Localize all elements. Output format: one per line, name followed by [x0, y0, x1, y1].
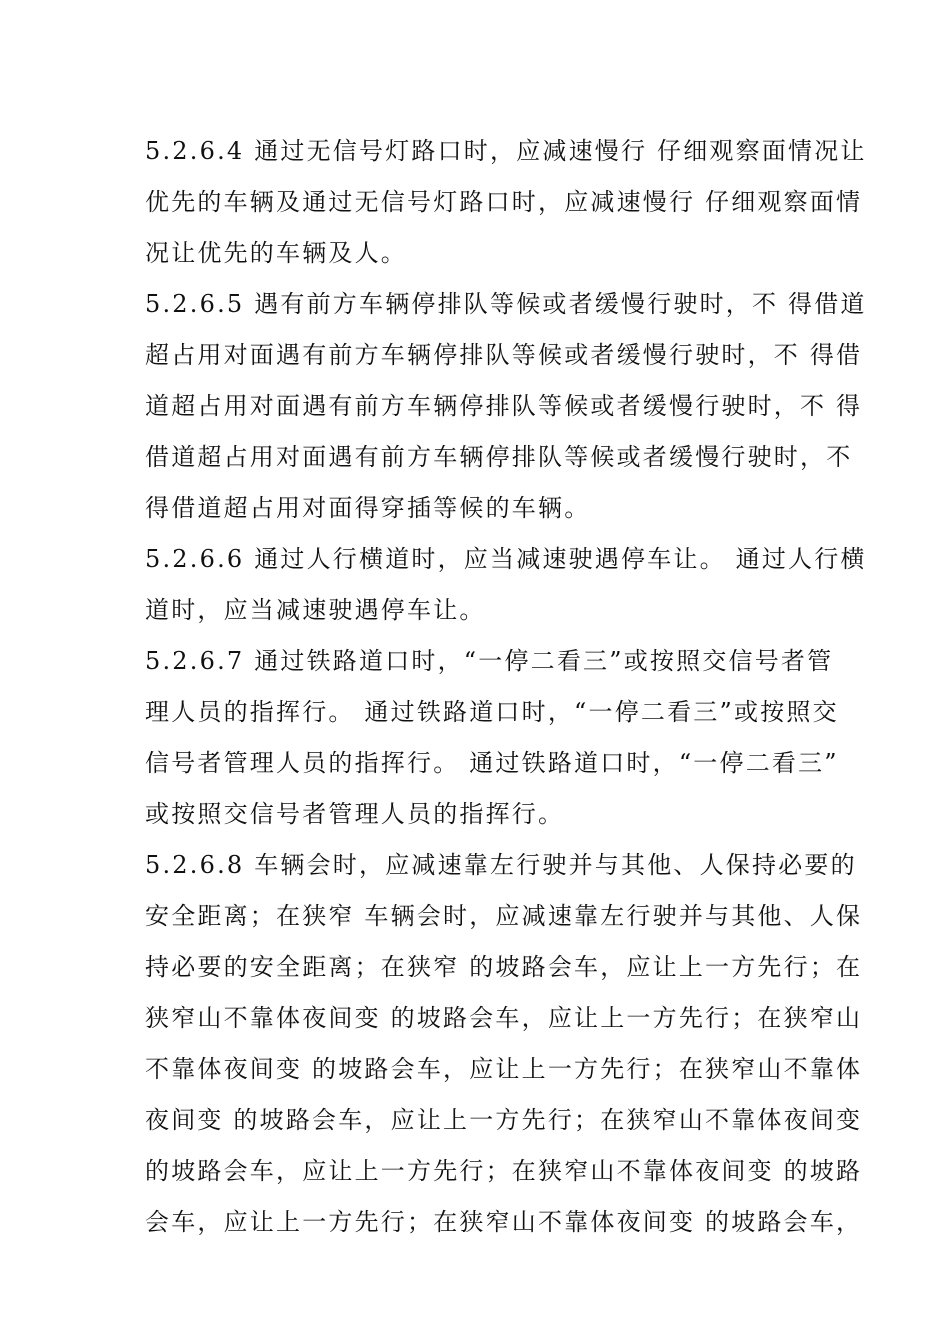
text-line: 或按照交信号者管理人员的指挥行。 — [145, 800, 565, 828]
text-line: 5.2.6.8 车辆会时，应减速靠左行驶并与其他、人保持必要的 — [145, 851, 857, 879]
text-line: 5.2.6.7 通过铁路道口时，“一停二看三”或按照交信号者管 — [145, 647, 834, 675]
text-line: 5.2.6.6 通过人行横道时，应当减速驶遇停车让。 通过人行横 — [145, 545, 867, 573]
text-line: 不靠体夜间变 的坡路会车，应让上一方先行；在狭窄山不靠体 — [145, 1055, 863, 1083]
text-line: 持必要的安全距离；在狭窄 的坡路会车，应让上一方先行；在 — [145, 953, 863, 981]
text-line: 5.2.6.4 通过无信号灯路口时，应减速慢行 仔细观察面情况让 — [145, 137, 867, 165]
text-line: 道超占用对面遇有前方车辆停排队等候或者缓慢行驶时，不 得 — [145, 392, 863, 420]
text-line: 夜间变 的坡路会车，应让上一方先行；在狭窄山不靠体夜间变 — [145, 1106, 863, 1134]
text-line: 的坡路会车，应让上一方先行；在狭窄山不靠体夜间变 的坡路 — [145, 1157, 863, 1185]
text-line: 况让优先的车辆及人。 — [145, 239, 407, 267]
text-line: 道时，应当减速驶遇停车让。 — [145, 596, 486, 624]
document-body — [145, 126, 867, 1248]
text-line: 优先的车辆及通过无信号灯路口时，应减速慢行 仔细观察面情 — [145, 188, 863, 216]
text-line: 信号者管理人员的指挥行。 通过铁路道口时，“一停二看三” — [145, 749, 839, 777]
text-line: 会车，应让上一方先行；在狭窄山不靠体夜间变 的坡路会车， — [145, 1208, 863, 1236]
text-line: 安全距离；在狭窄 车辆会时，应减速靠左行驶并与其他、人保 — [145, 902, 863, 930]
text-line: 超占用对面遇有前方车辆停排队等候或者缓慢行驶时，不 得借 — [145, 341, 863, 369]
text-line: 狭窄山不靠体夜间变 的坡路会车，应让上一方先行；在狭窄山 — [145, 1004, 863, 1032]
text-line: 5.2.6.5 遇有前方车辆停排队等候或者缓慢行驶时，不 得借道 — [145, 290, 867, 318]
text-line: 借道超占用对面遇有前方车辆停排队等候或者缓慢行驶时，不 — [145, 443, 853, 471]
text-line: 得借道超占用对面得穿插等候的车辆。 — [145, 494, 591, 522]
text-line: 理人员的指挥行。 通过铁路道口时，“一停二看三”或按照交 — [145, 698, 839, 726]
